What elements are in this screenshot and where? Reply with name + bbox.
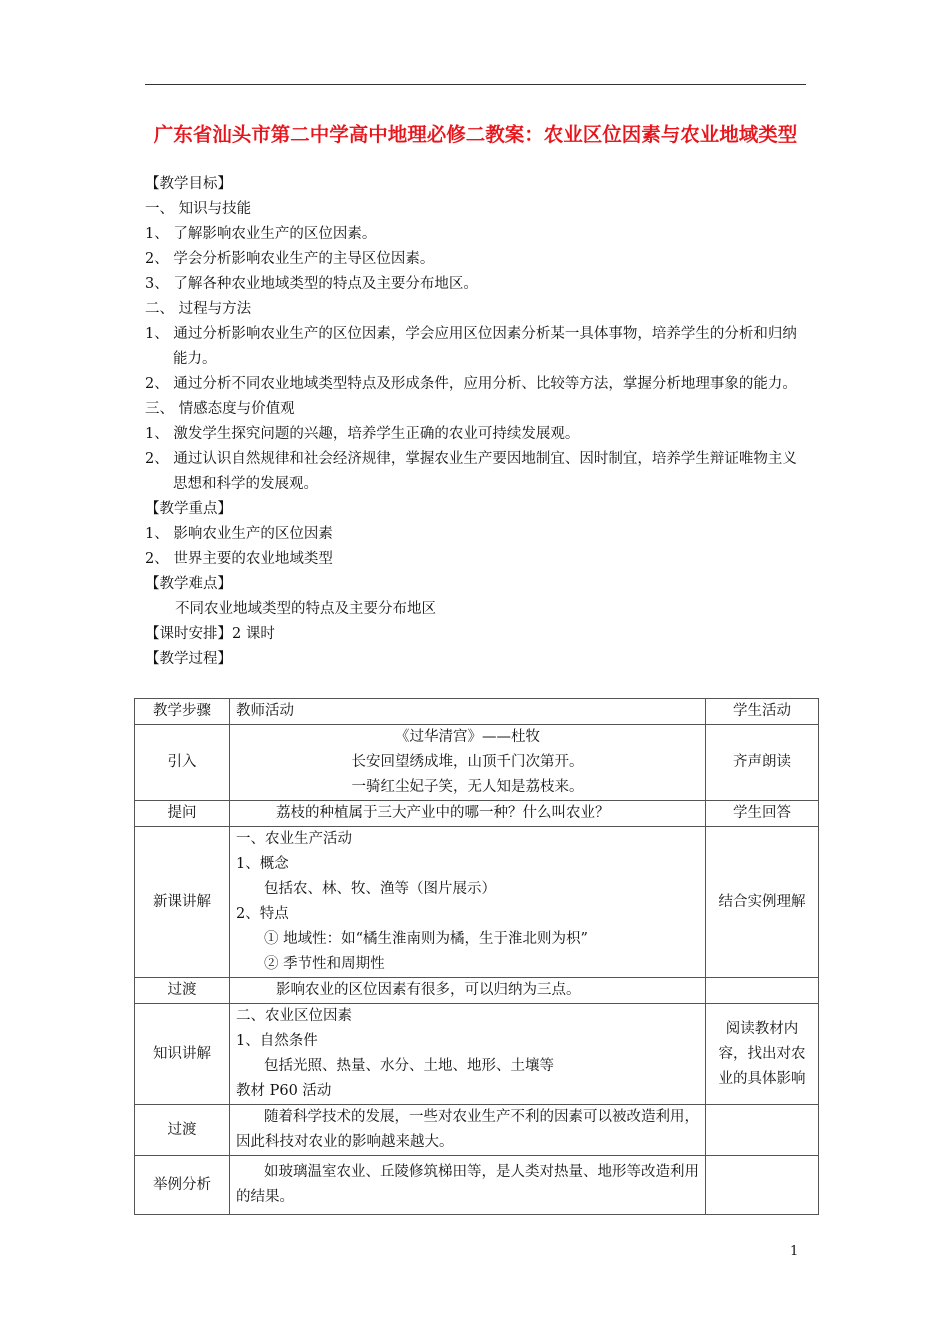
student-cell [706,1105,819,1156]
step-cell: 引入 [135,725,230,801]
poem-line: 《过华清宫》——杜牧 [395,729,540,745]
teacher-line: ② 季节性和周期性 [264,956,385,972]
list-item: 1、 通过分析影响农业生产的区位因素，学会应用区位因素分析某一具体事物，培养学生的分析和归纳能力。 [145,326,797,367]
header-rule [145,84,806,85]
teacher-cell [230,801,706,827]
schedule: 【课时安排】2 课时 [145,626,275,642]
teacher-line: 荔枝的种植属于三大产业中的哪一种？什么叫农业？ [276,805,610,821]
section-title: 二、 过程与方法 [145,301,252,317]
teacher-line: 2、特点 [236,906,289,922]
step-cell: 新课讲解 [135,827,230,978]
student-cell: 学生回答 [706,801,819,827]
student-cell: 结合实例理解 [706,827,819,978]
process-heading: 【教学过程】 [145,651,232,667]
step-cell: 提问 [135,801,230,827]
list-item: 1、 了解影响农业生产的区位因素。 [145,226,377,242]
difficulty-text: 不同农业地域类型的特点及主要分布地区 [175,601,436,617]
objectives-heading: 【教学目标】 [145,176,232,192]
list-item: 1、 影响农业生产的区位因素 [145,526,333,542]
student-cell [706,978,819,1004]
header-cell: 教学步骤 [135,699,230,725]
student-cell [706,1156,819,1215]
step-cell: 过渡 [135,1105,230,1156]
table-row [135,978,819,1004]
teacher-line: 随着科学技术的发展，一些对农业生产不利的因素可以被改造利用，因此科技对农业的影响越来越大。 [236,1109,699,1150]
document-body [145,172,810,672]
teacher-line: 影响农业的区位因素有很多，可以归纳为三点。 [276,982,581,998]
teacher-line: 一、农业生产活动 [236,831,352,847]
table-row [135,827,819,978]
header-cell: 学生活动 [706,699,819,725]
teacher-cell [230,725,706,801]
table-row [135,801,819,827]
key-points-heading: 【教学重点】 [145,501,232,517]
table-header-row [135,699,819,725]
poem-line: 一骑红尘妃子笑，无人知是荔枝来。 [351,779,584,795]
teacher-line: 二、农业区位因素 [236,1008,352,1024]
step-cell: 举例分析 [135,1156,230,1215]
teacher-cell [230,827,706,978]
table-row [135,1156,819,1215]
difficulty-heading: 【教学难点】 [145,576,232,592]
section-title: 一、 知识与技能 [145,201,252,217]
student-cell: 齐声朗读 [706,725,819,801]
list-item: 2、 世界主要的农业地域类型 [145,551,333,567]
teacher-line: 包括光照、热量、水分、土地、地形、土壤等 [264,1058,554,1074]
teacher-cell [230,1105,706,1156]
step-cell: 过渡 [135,978,230,1004]
teacher-line: ① 地域性：如“橘生淮南则为橘，生于淮北则为枳” [264,931,588,947]
student-cell: 阅读教材内容，找出对农业的具体影响 [706,1004,819,1105]
section-title: 三、 情感态度与价值观 [145,401,295,417]
table-row [135,1105,819,1156]
list-item: 2、 通过分析不同农业地域类型特点及形成条件，应用分析、比较等方法，掌握分析地理事象的能力。 [145,376,797,392]
document-title: 广东省汕头市第二中学高中地理必修二教案：农业区位因素与农业地域类型 [153,123,798,146]
teacher-cell [230,1156,706,1215]
teaching-process-table [134,698,819,1215]
list-item: 2、 通过认识自然规律和社会经济规律，掌握农业生产要因地制宜、因时制宜，培养学生辩证唯物主义思想和科学的发展观。 [145,451,797,492]
teacher-line: 1、概念 [236,856,289,872]
teacher-cell [230,1004,706,1105]
teacher-cell [230,978,706,1004]
header-cell: 教师活动 [230,699,706,725]
teacher-line: 教材 P60 活动 [236,1083,332,1099]
table-row [135,1004,819,1105]
teacher-line: 如玻璃温室农业、丘陵修筑梯田等，是人类对热量、地形等改造利用的结果。 [236,1164,699,1205]
list-item: 2、 学会分析影响农业生产的主导区位因素。 [145,251,435,267]
poem-line: 长安回望绣成堆，山顶千门次第开。 [351,754,584,770]
list-item: 3、 了解各种农业地域类型的特点及主要分布地区。 [145,276,478,292]
page-number: 1 [790,1244,799,1259]
table-row [135,725,819,801]
teacher-line: 包括农、林、牧、渔等（图片展示） [264,881,496,897]
step-cell: 知识讲解 [135,1004,230,1105]
teacher-line: 1、自然条件 [236,1033,318,1049]
list-item: 1、 激发学生探究问题的兴趣，培养学生正确的农业可持续发展观。 [145,426,580,442]
